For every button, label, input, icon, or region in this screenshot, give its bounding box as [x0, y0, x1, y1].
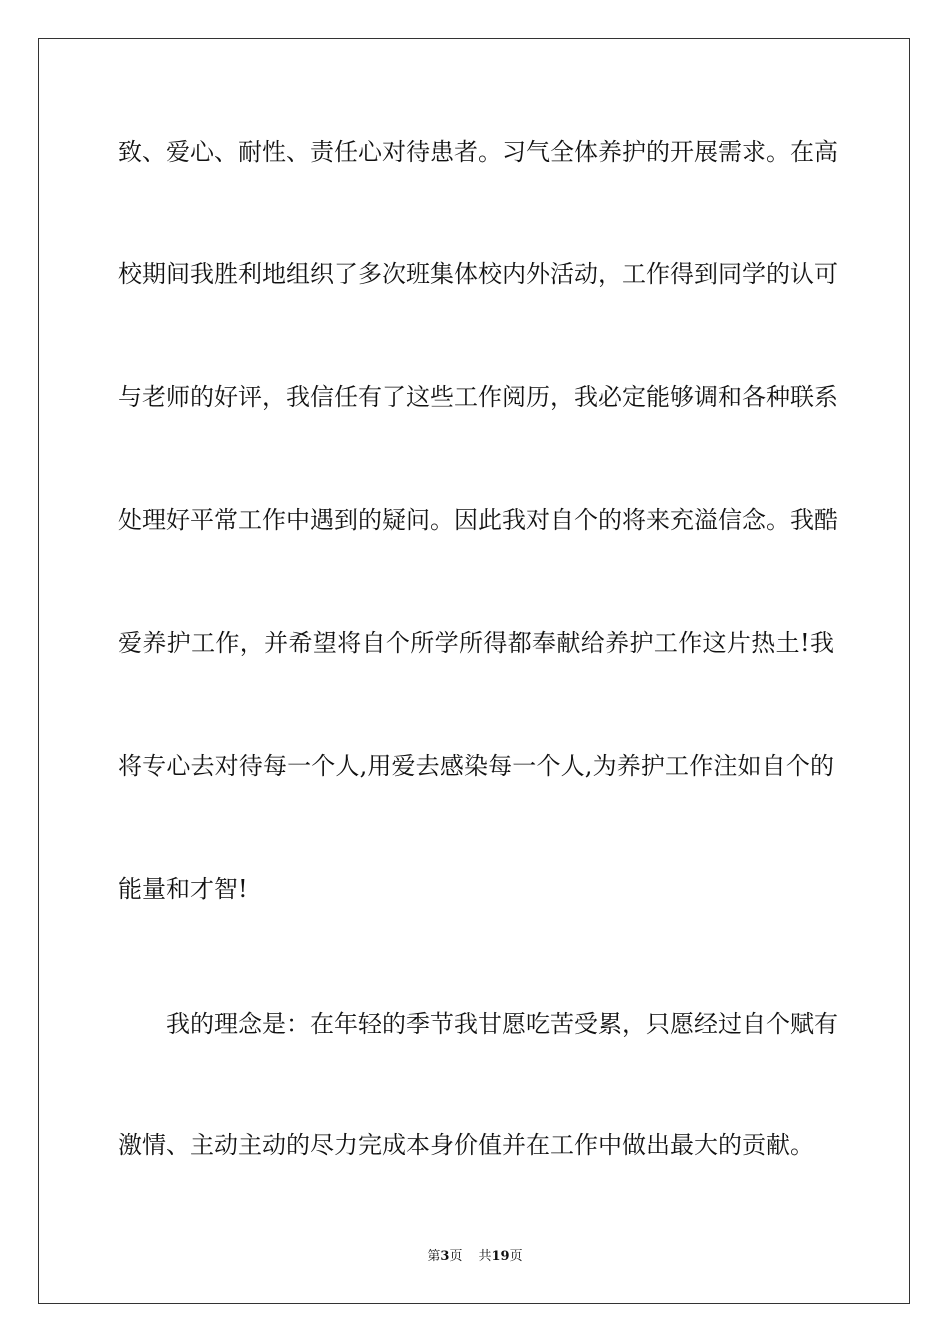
page-footer	[0, 1248, 950, 1266]
paragraph-1-line-6: 将专心去对待每一个人,用爱去感染每一个人,为养护工作注如自个的	[118, 752, 834, 780]
paragraph-2-line-2: 激情、主动主动的尽力完成本身价值并在工作中做出最大的贡献。	[118, 1131, 814, 1159]
paragraph-1-line-4: 处理好平常工作中遇到的疑问。因此我对自个的将来充溢信念。我酷	[118, 506, 838, 534]
footer-page-number: 3	[440, 1249, 450, 1264]
footer-prefix: 第	[427, 1249, 441, 1264]
footer-total-pages: 19	[491, 1249, 510, 1264]
paragraph-1-line-2: 校期间我胜利地组织了多次班集体校内外活动，工作得到同学的认可	[118, 260, 838, 288]
paragraph-1-line-3: 与老师的好评，我信任有了这些工作阅历，我必定能够调和各种联系	[118, 383, 838, 411]
paragraph-2-line-1: 我的理念是：在年轻的季节我甘愿吃苦受累，只愿经过自个赋有	[166, 1010, 838, 1038]
paragraph-1-line-5: 爱养护工作，并希望将自个所学所得都奉献给养护工作这片热土!我	[118, 629, 834, 657]
paragraph-1-line-7: 能量和才智!	[118, 875, 248, 903]
page-border	[38, 38, 910, 1304]
footer-total-prefix: 共	[478, 1249, 492, 1264]
footer-page-suffix: 页	[449, 1249, 463, 1264]
paragraph-1-line-1: 致、爱心、耐性、责任心对待患者。习气全体养护的开展需求。在高	[118, 138, 838, 166]
footer-total-suffix: 页	[509, 1249, 523, 1264]
